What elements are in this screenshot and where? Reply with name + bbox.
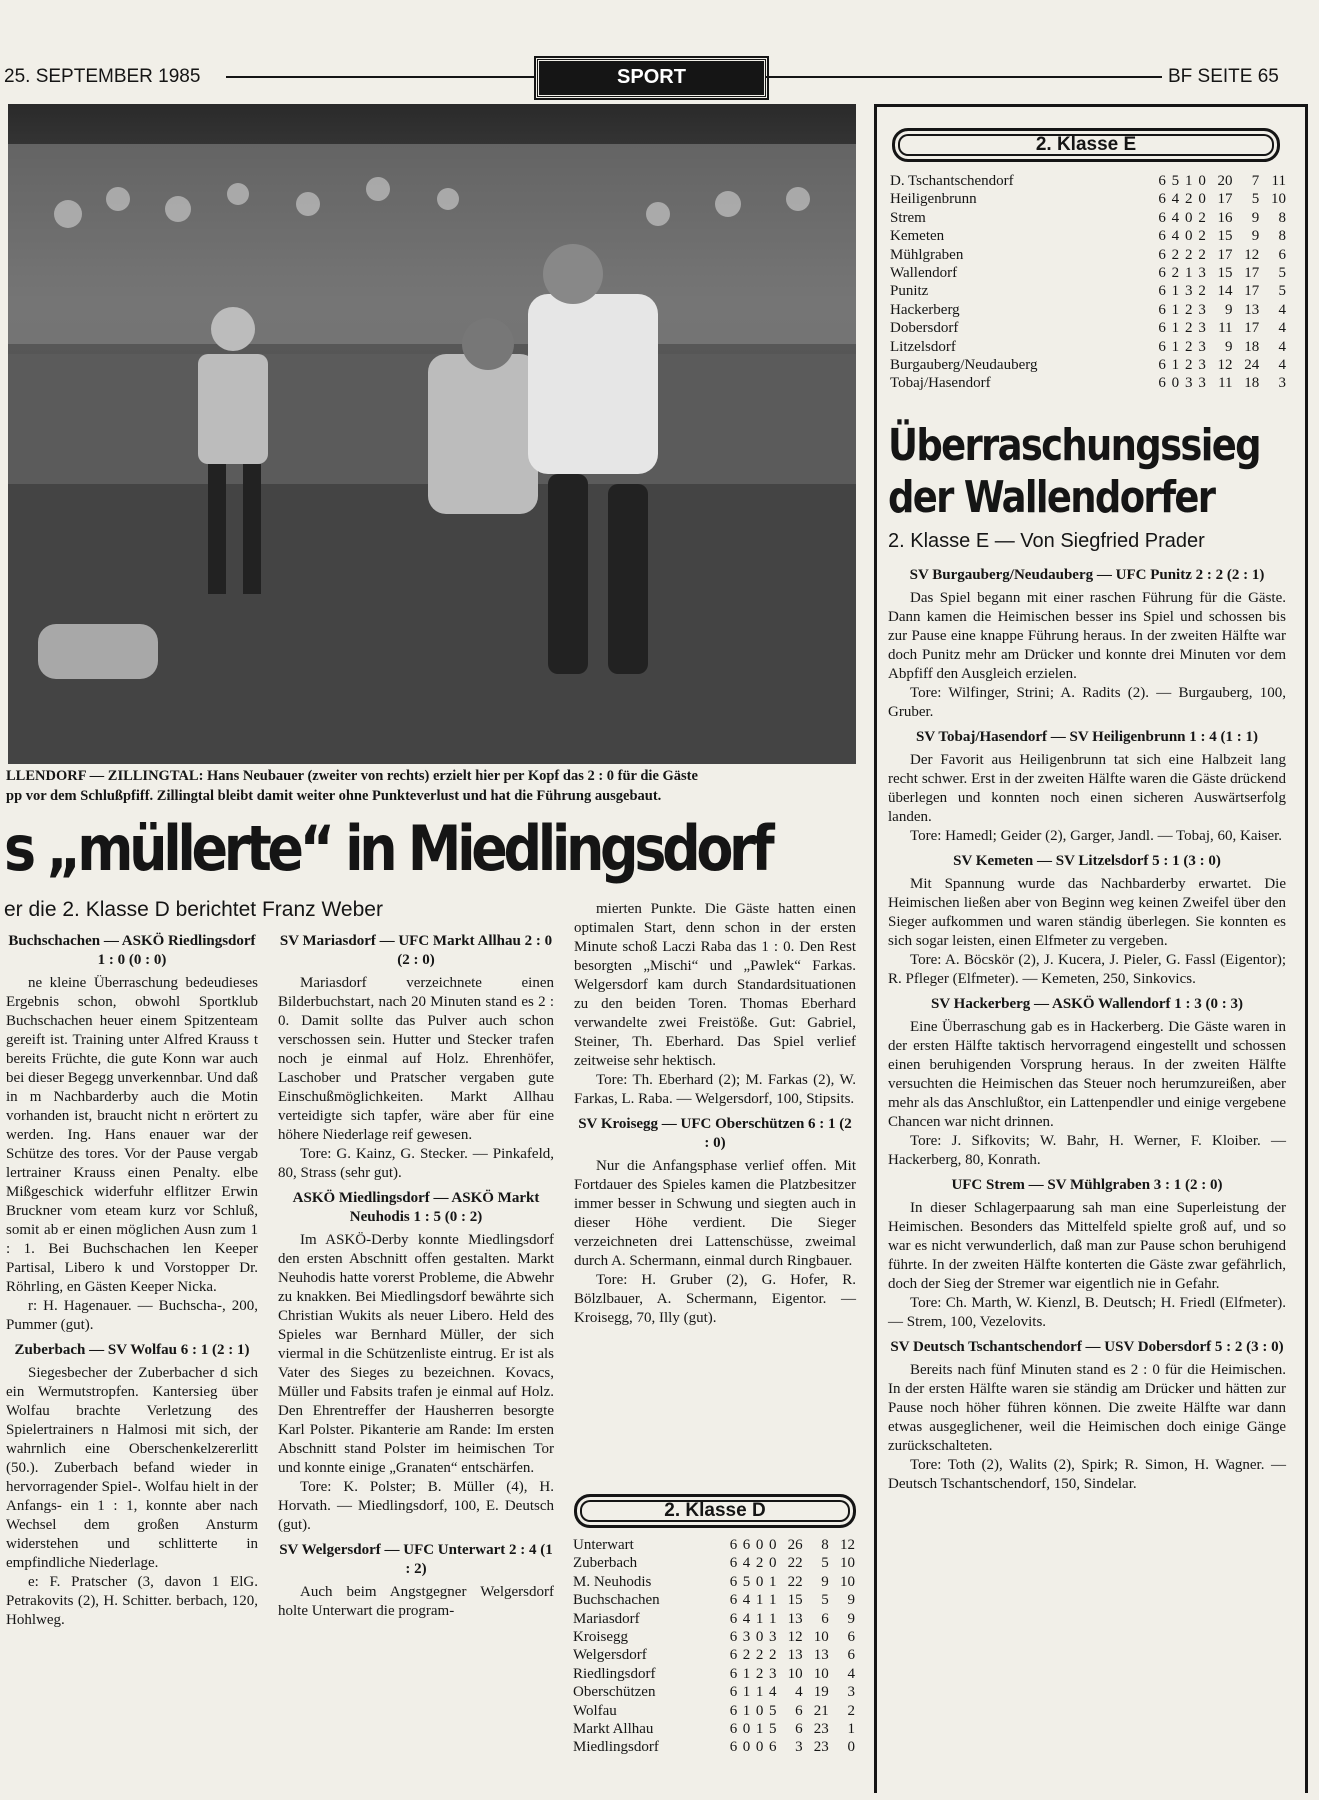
stat-cell: 10 — [1271, 191, 1286, 208]
stat-cell: 23 — [813, 1721, 829, 1738]
paragraph: Tore: Toth (2), Walits (2), Spirk; R. Simon, H. Wagner. — Deutsch Tschantschendorf, 150, Sindelar. — [888, 1457, 1286, 1492]
stat-cell: 13 — [787, 1647, 803, 1664]
stat-cell: 6 — [729, 1537, 738, 1553]
team-name: Welgersdorf — [573, 1647, 647, 1664]
stat-cell: 20 — [1217, 173, 1233, 189]
match-heading: SV Welgersdorf — UFC Unterwart 2 : 4 (1 : 2) — [279, 1542, 553, 1577]
stat-cell: 0 — [1185, 209, 1193, 226]
stat-cell: 4 — [1171, 209, 1180, 226]
stat-cell: 6 — [729, 1629, 738, 1646]
paragraph: r: H. Hagenauer. — Buchscha-, 200, Pummer (gut). — [6, 1298, 258, 1333]
paragraph: Mit Spannung wurde das Nachbarderby erwartet. Die Heimischen ließen aber von Beginn weg keinen Zweifel über den Sieger aufkommen und waren ständig überlegen. Sie konnten es sich sogar leisten, einen Elfmeter zu vergeben. — [888, 876, 1286, 949]
stat-cell: 9 — [1251, 209, 1260, 226]
stat-cell: 6 — [1158, 301, 1166, 318]
paragraph: Bereits nach fünf Minuten stand es 2 : 0 für die Heimischen. In der ersten Hälfte waren sie ständig am Drücker und hätten zur Pause noch höher führen können. Die zweite Hälfte war dann etwas ausgeglichener, weil die Heimischen doch einige Gänge zurückschalteten. — [888, 1362, 1286, 1454]
paragraph: Siegesbecher der Zuberbacher d sich ein Wermutstropfen. Kantersieg über Wolfau brachte Verletzung des Spielertrainers n Halmosi mit sich, der wahrnlich eine Oberschenkelzererlitt (50.). Zuberbach befand wieder in hervorragender Spiel-. Wolfau hielt in der Anfangs- ein 1 : 1, konnte aber nach Wechsel dem großen Ansturm widerstehen und schlitterte in empfindliche Niederlage. — [6, 1365, 258, 1571]
table-row — [573, 1683, 855, 1701]
paragraph: Der Favorit aus Heiligenbrunn tat sich eine Halbzeit lang recht schwer. Erst in der zweiten Hälfte waren die Gäste drückend überlegen und konnten noch einen sicheren Auswärtserfolg landen. — [888, 752, 1286, 825]
paragraph: Nur die Anfangsphase verlief offen. Mit Fortdauer des Spieles kamen die Platzbesitzer immer besser in Schwung und siegten auch in dieser Höhe verdient. Die Sieger verzeichneten drei Lattenschüsse, zweimal durch A. Schermann, einmal durch Ringbauer. — [574, 1158, 856, 1269]
stat-cell: 9 — [821, 1573, 829, 1590]
team-name: Miedlingsdorf — [573, 1739, 659, 1756]
team-name: Kroisegg — [573, 1629, 628, 1646]
paragraph: Eine Überraschung gab es in Hackerberg. Die Gäste waren in der ersten Hälfte taktisch hervorragend eingestellt und schossen einen beruhigenden Vorsprung heraus. In der zweiten Hälfte versuchten die Heimischen das Steuer noch herumzureißen, aber mehr als das Anschlußtor, ein Lattenpendler und einige vergebene Chancen war nicht drinnen. — [888, 1019, 1286, 1130]
stat-cell: 13 — [813, 1647, 829, 1664]
stat-cell: 2 — [1198, 246, 1206, 263]
stat-cell: 0 — [1198, 191, 1206, 208]
article2-body — [888, 560, 1286, 1760]
table-e-title: 2. Klasse E — [892, 128, 1280, 162]
stat-cell: 2 — [847, 1702, 855, 1719]
stat-cell: 4 — [1278, 357, 1286, 374]
table-row — [573, 1610, 855, 1628]
stat-cell: 9 — [1251, 228, 1260, 245]
stat-cell: 18 — [1244, 375, 1260, 392]
team-name: M. Neuhodis — [573, 1573, 652, 1590]
stat-cell: 0 — [755, 1702, 764, 1719]
paragraph: Tore: Ch. Marth, W. Kienzl, B. Deutsch; H. Friedl (Elfmeter). — Strem, 100, Vezelovits. — [888, 1295, 1286, 1330]
standings-table-e — [890, 172, 1286, 393]
paragraph: Tore: Hamedl; Geider (2), Garger, Jandl. — Tobaj, 60, Kaiser. — [910, 828, 1283, 844]
match-heading: SV Mariasdorf — UFC Markt Allhau 2 : 0 (2 : 0) — [279, 933, 553, 968]
stat-cell: 4 — [742, 1592, 751, 1609]
stat-cell: 0 — [755, 1739, 764, 1756]
paragraph: Mariasdorf verzeichnete einen Bilderbuchstart, nach 20 Minuten stand es 2 : 0. Damit sollte das Pulver auch schon verschossen sein. Hutter und Stecker trafen noch je einmal auf Holz. Ehrenhöfer, Laschober und Pratscher vergaben gute Einschußmöglichkeiten. Markt Allhau verteidigte sich tapfer, wäre aber für eine höhere Niederlage reif gewesen. — [278, 975, 554, 1143]
match-heading: ASKÖ Miedlingsdorf — ASKÖ Markt Neuhodis 1 : 5 (0 : 2) — [292, 1190, 540, 1225]
stat-cell: 6 — [1278, 246, 1286, 263]
football-match-photo — [8, 104, 856, 764]
stat-cell: 17 — [1244, 265, 1260, 282]
stat-cell: 0 — [768, 1555, 777, 1572]
team-name: Wolfau — [573, 1702, 617, 1719]
stat-cell: 5 — [1278, 283, 1286, 300]
stat-cell: 6 — [729, 1592, 738, 1609]
stat-cell: 2 — [1185, 357, 1193, 374]
stat-cell: 4 — [1278, 338, 1286, 355]
stat-cell: 6 — [1158, 283, 1166, 300]
stat-cell: 6 — [729, 1573, 738, 1590]
stat-cell: 8 — [821, 1537, 829, 1553]
table-row — [890, 209, 1286, 227]
stat-cell: 19 — [813, 1684, 829, 1701]
team-name: Litzelsdorf — [890, 338, 956, 355]
article-column-3 — [574, 900, 856, 1490]
team-name: Buchschachen — [573, 1592, 660, 1609]
stat-cell: 2 — [742, 1647, 751, 1664]
stat-cell: 6 — [768, 1739, 777, 1756]
stat-cell: 21 — [813, 1702, 829, 1719]
stat-cell: 22 — [787, 1573, 803, 1590]
stat-cell: 6 — [1158, 246, 1166, 263]
stat-cell: 6 — [847, 1629, 855, 1646]
stat-cell: 12 — [1217, 357, 1233, 374]
stat-cell: 10 — [787, 1665, 803, 1682]
stat-cell: 5 — [1171, 173, 1180, 189]
stat-cell: 6 — [729, 1647, 738, 1664]
stat-cell: 1 — [1171, 357, 1180, 374]
paragraph: Tore: G. Kainz, G. Stecker. — Pinkafeld, 80, Strass (sehr gut). — [278, 1146, 554, 1181]
stat-cell: 2 — [1171, 246, 1180, 263]
stat-cell: 4 — [768, 1684, 777, 1701]
stat-cell: 11 — [1218, 375, 1233, 392]
stat-cell: 6 — [729, 1665, 738, 1682]
stat-cell: 3 — [1278, 375, 1286, 392]
paragraph: Tore: Wilfinger, Strini; A. Radits (2). — Burgauberg, 100, Gruber. — [888, 685, 1286, 720]
stat-cell: 23 — [813, 1739, 829, 1756]
stat-cell: 6 — [795, 1702, 803, 1719]
stat-cell: 6 — [1158, 375, 1166, 392]
paragraph: Auch beim Angstgegner Welgersdorf holte Unterwart die program- — [278, 1584, 554, 1619]
team-name: Wallendorf — [890, 265, 958, 282]
paragraph: Tore: H. Gruber (2), G. Hofer, R. Bölzlbauer, A. Schermann, Eigentor. — Kroisegg, 70, Illy (gut). — [574, 1272, 856, 1326]
stat-cell: 1 — [1171, 301, 1180, 318]
table-row — [573, 1628, 855, 1646]
article-headline: s „müllerte“ in Miedlingsdorf — [4, 812, 771, 885]
match-heading: UFC Strem — SV Mühlgraben 3 : 1 (2 : 0) — [951, 1177, 1223, 1193]
stat-cell: 4 — [1171, 191, 1180, 208]
table-row — [573, 1536, 855, 1554]
stat-cell: 11 — [1218, 320, 1233, 337]
table-row — [573, 1554, 855, 1572]
article-column-2 — [278, 926, 554, 1786]
stat-cell: 6 — [795, 1721, 803, 1738]
team-name: Tobaj/Hasendorf — [890, 375, 991, 392]
stat-cell: 6 — [1158, 173, 1166, 189]
table-row — [890, 374, 1286, 392]
stat-cell: 2 — [755, 1665, 764, 1682]
team-name: Riedlingsdorf — [573, 1665, 656, 1682]
stat-cell: 2 — [1185, 338, 1193, 355]
stat-cell: 17 — [1217, 246, 1233, 263]
stat-cell: 5 — [768, 1721, 777, 1738]
stat-cell: 9 — [847, 1592, 855, 1609]
stat-cell: 1 — [755, 1592, 764, 1609]
team-name: Zuberbach — [573, 1555, 638, 1572]
article2-headline-1: Überraschungssieg — [888, 420, 1260, 471]
paragraph: mierten Punkte. Die Gäste hatten einen optimalen Start, denn schon in der ersten Minute schoß Laczi Raba das 1 : 0. Den Rest besorgten „Mischi“ und „Pawlek“ Farkas. Welgersdorf kam durch Standardsituationen zu den beiden Toren. Thomas Eberhard verwandelte zwei Freistöße. Gut: Gabriel, Steiner, Th. Eberhard. Das Spiel verlief zeitweise sehr hektisch. — [574, 901, 856, 1069]
stat-cell: 6 — [729, 1610, 738, 1627]
stat-cell: 0 — [755, 1537, 764, 1553]
paragraph: Im ASKÖ-Derby konnte Miedlingsdorf den ersten Abschnitt offen gestalten. Markt Neuhodis hatte vorerst Probleme, die Abwehr zu knakken. Bei Miedlingsdorf bewährte sich Christian Wukits als neuer Libero. Held des Spieles war Bernhard Müller, der sich viermal in die Schützenliste eintrug. Er ist als Vater des Sieges zu bezeichnen. Kovacs, Müller und Fabsits trafen je einmal auf Holz. Den Ehrentreffer der Hausherren besorgte Karl Polster. Pikanterie am Rande: Im ersten Abschnitt stand Polster im heimischen Tor und konnte einige „Granaten“ entschärfen. — [278, 1232, 554, 1476]
table-row — [890, 264, 1286, 282]
team-name: Unterwart — [573, 1537, 634, 1553]
stat-cell: 18 — [1244, 338, 1260, 355]
stat-cell: 0 — [755, 1573, 764, 1590]
stat-cell: 5 — [768, 1702, 777, 1719]
stat-cell: 0 — [742, 1739, 751, 1756]
stat-cell: 17 — [1244, 320, 1260, 337]
stat-cell: 0 — [768, 1537, 777, 1553]
stat-cell: 6 — [1158, 228, 1166, 245]
stat-cell: 15 — [1217, 228, 1233, 245]
stat-cell: 13 — [1244, 301, 1260, 318]
stat-cell: 14 — [1217, 283, 1233, 300]
stat-cell: 6 — [742, 1537, 751, 1553]
issue-date: 25. SEPTEMBER 1985 — [4, 66, 201, 87]
table-row — [573, 1702, 855, 1720]
match-heading: Zuberbach — SV Wolfau 6 : 1 (2 : 1) — [14, 1342, 250, 1358]
stat-cell: 6 — [821, 1610, 829, 1627]
stat-cell: 8 — [1278, 228, 1286, 245]
stat-cell: 1 — [755, 1684, 764, 1701]
article-byline: er die 2. Klasse D berichtet Franz Weber — [4, 898, 383, 921]
stat-cell: 1 — [742, 1684, 751, 1701]
table-row — [573, 1591, 855, 1609]
stat-cell: 6 — [1158, 209, 1166, 226]
stat-cell: 9 — [1225, 338, 1233, 355]
stat-cell: 2 — [768, 1647, 777, 1664]
paragraph: e: F. Pratscher (3, davon 1 ElG. Petrakovits (2), H. Schitter. berbach, 120, Hohlweg. — [6, 1574, 258, 1628]
stat-cell: 3 — [1198, 338, 1206, 355]
paragraph: In dieser Schlagerpaarung sah man eine Superleistung der Heimischen. Besonders das Mittelfeld spielte groß auf, und so war es nicht verwunderlich, daß man zur Pause schon beruhigend führte. In der zweiten Hälfte konterten die Gäste zwar gefährlich, doch der Sieg der Stremer war eigentlich nie in Gefahr. — [888, 1200, 1286, 1292]
match-heading: Buchschachen — ASKÖ Riedlingsdorf 1 : 0 (0 : 0) — [8, 933, 256, 968]
paragraph: Tore: K. Polster; B. Müller (4), H. Horvath. — Miedlingsdorf, 100, E. Deutsch (gut). — [278, 1479, 554, 1533]
stat-cell: 4 — [742, 1555, 751, 1572]
team-name: Kemeten — [890, 228, 945, 245]
stat-cell: 0 — [1198, 173, 1206, 189]
stat-cell: 15 — [787, 1592, 803, 1609]
stat-cell: 0 — [1171, 375, 1180, 392]
table-row — [890, 338, 1286, 356]
article-column-1 — [6, 926, 258, 1766]
stat-cell: 4 — [1278, 301, 1286, 318]
stat-cell: 4 — [1278, 320, 1286, 337]
stat-cell: 1 — [847, 1721, 855, 1738]
stat-cell: 26 — [787, 1537, 803, 1553]
stat-cell: 12 — [787, 1629, 803, 1646]
stat-cell: 9 — [847, 1610, 855, 1627]
team-name: Punitz — [890, 283, 929, 300]
stat-cell: 0 — [1185, 228, 1193, 245]
stat-cell: 15 — [1217, 265, 1233, 282]
stat-cell: 1 — [1171, 338, 1180, 355]
paragraph: ne kleine Überraschung bedeudieses Ergebnis schon, obwohl Sportklub Buchschachen heuer einem Spitzenteam gereift ist. Training unter Alfred Krauss t bereits Früchte, die gute Konn war auch bei dieser Begegg unverkennbar. Und daß in m Nachbarderby auch die Motin vorhanden ist, braucht nicht n erörtert zu werden. Ing. Hans enauer war der Schütze des tores. Vor der Pause vergab lertrainer Krauss einen Penalty. elbe Mißgeschick widerfuhr elflitzer Erwin Bruckner vom eteam kurz vor Schluß, somit ab er einen möglichen Ausn zum 1 : 1. Bei Buchschachen len Keeper Partisal, Libero k und Vorstopper Dr. Röhrling, en Gästen Keeper Nicka. — [6, 975, 258, 1295]
stat-cell: 6 — [729, 1721, 738, 1738]
team-name: Strem — [890, 209, 926, 226]
table-row — [573, 1573, 855, 1591]
team-name: Mühlgraben — [890, 246, 964, 263]
stat-cell: 4 — [1171, 228, 1180, 245]
stat-cell: 10 — [813, 1665, 829, 1682]
photo-caption — [6, 766, 856, 806]
stat-cell: 1 — [755, 1610, 764, 1627]
stat-cell: 5 — [1278, 265, 1286, 282]
team-name: Burgauberg/Neudauberg — [890, 357, 1038, 374]
stat-cell: 22 — [787, 1555, 803, 1572]
stat-cell: 3 — [795, 1739, 803, 1756]
stat-cell: 1 — [742, 1702, 751, 1719]
table-row — [573, 1665, 855, 1683]
stat-cell: 0 — [847, 1739, 855, 1756]
stat-cell: 6 — [1158, 191, 1166, 208]
stat-cell: 3 — [1198, 301, 1206, 318]
table-row — [573, 1738, 855, 1756]
team-name: Markt Allhau — [573, 1721, 654, 1738]
stat-cell: 3 — [1198, 357, 1206, 374]
stat-cell: 2 — [755, 1647, 764, 1664]
stat-cell: 4 — [847, 1665, 855, 1682]
table-row — [890, 356, 1286, 374]
standings-table-d — [573, 1536, 855, 1757]
stat-cell: 6 — [729, 1739, 738, 1756]
stat-cell: 3 — [1198, 375, 1206, 392]
stat-cell: 6 — [847, 1647, 855, 1664]
caption-line-2: pp vor dem Schlußpfiff. Zillingtal bleibt damit weiter ohne Punkteverlust und hat die Führung ausgebaut. — [6, 788, 662, 804]
stat-cell: 2 — [1198, 228, 1206, 245]
stat-cell: 2 — [1171, 265, 1180, 282]
stat-cell: 3 — [742, 1629, 751, 1646]
stat-cell: 2 — [1198, 209, 1206, 226]
page-number: BF SEITE 65 — [1168, 66, 1279, 87]
stat-cell: 3 — [768, 1629, 777, 1646]
team-name: Heiligenbrunn — [890, 191, 977, 208]
stat-cell: 3 — [1185, 375, 1193, 392]
stat-cell: 3 — [1198, 320, 1206, 337]
article2-headline — [888, 420, 1260, 524]
stat-cell: 13 — [787, 1610, 803, 1627]
table-row — [573, 1720, 855, 1738]
stat-cell: 11 — [1271, 173, 1286, 189]
stat-cell: 3 — [1185, 283, 1193, 300]
stat-cell: 2 — [1185, 191, 1193, 208]
article2-byline: 2. Klasse E — Von Siegfried Prader — [888, 530, 1205, 552]
table-d-title: 2. Klasse D — [574, 1494, 856, 1528]
stat-cell: 2 — [1198, 283, 1206, 300]
table-row — [890, 319, 1286, 337]
stat-cell: 4 — [795, 1684, 803, 1701]
stat-cell: 8 — [1278, 209, 1286, 226]
stat-cell: 6 — [1158, 320, 1166, 337]
match-heading: SV Kemeten — SV Litzelsdorf 5 : 1 (3 : 0) — [953, 853, 1221, 869]
match-heading: SV Burgauberg/Neudauberg — UFC Punitz 2 : 2 (2 : 1) — [909, 567, 1265, 583]
stat-cell: 7 — [1251, 173, 1260, 189]
stat-cell: 5 — [1251, 191, 1260, 208]
stat-cell: 5 — [742, 1573, 751, 1590]
stat-cell: 2 — [1185, 246, 1193, 263]
table-row — [890, 190, 1286, 208]
match-heading: SV Deutsch Tschantschendorf — USV Dobersdorf 5 : 2 (3 : 0) — [890, 1339, 1284, 1355]
stat-cell: 12 — [1244, 246, 1260, 263]
team-name: Dobersdorf — [890, 320, 959, 337]
stat-cell: 10 — [840, 1573, 855, 1590]
stat-cell: 2 — [755, 1555, 764, 1572]
match-heading: SV Kroisegg — UFC Oberschützen 6 : 1 (2 : 0) — [578, 1116, 852, 1151]
stat-cell: 17 — [1217, 191, 1233, 208]
stat-cell: 0 — [755, 1629, 764, 1646]
stat-cell: 0 — [742, 1721, 751, 1738]
stat-cell: 1 — [1185, 265, 1193, 282]
stat-cell: 1 — [1171, 320, 1180, 337]
table-row — [890, 301, 1286, 319]
paragraph: Tore: J. Sifkovits; W. Bahr, H. Werner, F. Kloiber. — Hackerberg, 80, Konrath. — [888, 1133, 1286, 1168]
team-name: Mariasdorf — [573, 1610, 640, 1627]
stat-cell: 6 — [1158, 265, 1166, 282]
article2-headline-2: der Wallendorfer — [888, 472, 1215, 523]
stat-cell: 1 — [768, 1573, 777, 1590]
stat-cell: 6 — [729, 1555, 738, 1572]
stat-cell: 6 — [729, 1684, 738, 1701]
stat-cell: 2 — [1185, 301, 1193, 318]
stat-cell: 17 — [1244, 283, 1260, 300]
stat-cell: 1 — [742, 1665, 751, 1682]
stat-cell: 6 — [1158, 357, 1166, 374]
table-row — [890, 246, 1286, 264]
stat-cell: 10 — [840, 1555, 855, 1572]
photo-graphic — [8, 104, 856, 764]
stat-cell: 1 — [768, 1610, 777, 1627]
stat-cell: 24 — [1244, 357, 1260, 374]
team-name: D. Tschantschendorf — [890, 173, 1014, 189]
stat-cell: 3 — [1198, 265, 1206, 282]
stat-cell: 2 — [1185, 320, 1193, 337]
table-row — [890, 227, 1286, 245]
paragraph: Das Spiel begann mit einer raschen Führung für die Gäste. Dann kamen die Heimischen besser ins Spiel und schossen bis zur Pause eine knappe Führung heraus. In der zweiten Hälfte war doch Punitz mehr am Drücker und konnte drei Minuten vor dem Abpfiff den Ausgleich erzielen. — [888, 590, 1286, 682]
stat-cell: 1 — [755, 1721, 764, 1738]
paragraph: Tore: A. Böcskör (2), J. Kucera, J. Pieler, G. Fassl (Eigentor); R. Pfleger (Elfmeter). — Kemeten, 250, Sinkovics. — [888, 952, 1286, 987]
stat-cell: 3 — [847, 1684, 855, 1701]
table-row — [890, 282, 1286, 300]
caption-line-1: LLENDORF — ZILLINGTAL: Hans Neubauer (zweiter von rechts) erzielt hier per Kopf das 2 : 0 für die Gäste — [6, 768, 698, 784]
table-row — [890, 172, 1286, 190]
stat-cell: 6 — [729, 1702, 738, 1719]
team-name: Hackerberg — [890, 301, 960, 318]
section-label: SPORT — [536, 58, 767, 98]
stat-cell: 1 — [768, 1592, 777, 1609]
stat-cell: 9 — [1225, 301, 1233, 318]
stat-cell: 1 — [1171, 283, 1180, 300]
stat-cell: 3 — [768, 1665, 777, 1682]
stat-cell: 10 — [813, 1629, 829, 1646]
stat-cell: 16 — [1217, 209, 1233, 226]
stat-cell: 6 — [1158, 338, 1166, 355]
match-heading: SV Hackerberg — ASKÖ Wallendorf 1 : 3 (0 : 3) — [931, 996, 1243, 1012]
stat-cell: 5 — [821, 1555, 829, 1572]
stat-cell: 4 — [742, 1610, 751, 1627]
stat-cell: 12 — [840, 1537, 855, 1553]
match-heading: SV Tobaj/Hasendorf — SV Heiligenbrunn 1 : 4 (1 : 1) — [915, 729, 1258, 745]
table-row — [573, 1646, 855, 1664]
paragraph: Tore: Th. Eberhard (2); M. Farkas (2), W. Farkas, L. Raba. — Welgersdorf, 100, Stipsits. — [574, 1072, 856, 1107]
team-name: Oberschützen — [573, 1684, 656, 1701]
stat-cell: 1 — [1185, 173, 1193, 189]
stat-cell: 5 — [821, 1592, 829, 1609]
